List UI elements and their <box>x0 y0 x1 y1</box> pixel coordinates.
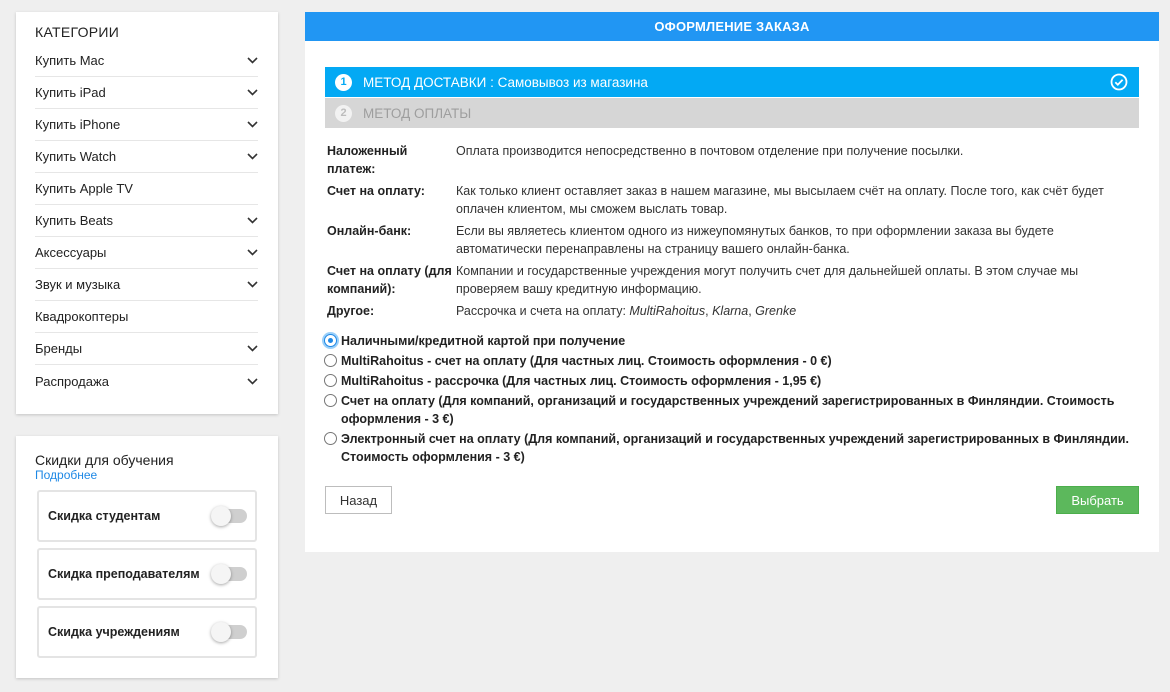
step-value: : Самовывоз из магазина <box>486 74 648 90</box>
method-desc: Как только клиент оставляет заказ в нашем магазине, мы высылаем счёт на оплату. После того, как счёт будет оплачен клиентом, мы сможем выслать товар. <box>456 184 1104 216</box>
sidebar-item-beats[interactable] <box>35 205 258 237</box>
method-row <box>327 142 1139 178</box>
check-circle-icon <box>1110 73 1128 91</box>
radio-button[interactable] <box>324 394 337 407</box>
option-label: MultiRahoitus - рассрочка (Для частных лиц. Стоимость оформления - 1,95 €) <box>341 374 822 388</box>
payment-methods-description <box>327 142 1139 324</box>
discount-label: Скидка учреждениям <box>48 625 180 639</box>
sidebar-item-sale[interactable] <box>35 365 258 397</box>
method-desc: Рассрочка и счета на оплату: MultiRahoitus, Klarna, Grenke <box>456 304 797 318</box>
chevron-down-icon[interactable] <box>246 87 258 99</box>
step-number: 2 <box>335 105 352 122</box>
sidebar-item-apple-tv[interactable] <box>35 173 258 205</box>
discounts-more-link[interactable]: Подробнее <box>35 468 98 482</box>
education-discounts-panel <box>16 436 278 678</box>
method-row <box>327 302 1139 320</box>
sidebar-item-label: Бренды <box>35 341 83 356</box>
discount-label: Скидка студентам <box>48 509 161 523</box>
other-provider: Klarna <box>712 304 749 318</box>
chevron-down-icon[interactable] <box>246 55 258 67</box>
sidebar-item-label: Купить Apple TV <box>35 181 133 196</box>
sidebar-item-iphone[interactable] <box>35 109 258 141</box>
payment-option-multirahoitus-invoice[interactable] <box>324 352 1139 370</box>
option-label: Наличными/кредитной картой при получение <box>341 334 626 348</box>
radio-button[interactable] <box>324 374 337 387</box>
categories-title: КАТЕГОРИИ <box>35 24 120 40</box>
step-title: МЕТОД ДОСТАВКИ <box>363 74 487 90</box>
categories-panel <box>16 12 278 414</box>
sidebar-item-label: Звук и музыка <box>35 277 121 292</box>
sidebar-item-label: Квадрокоптеры <box>35 309 129 324</box>
discount-teachers-toggle[interactable] <box>213 567 247 581</box>
sidebar-item-audio[interactable] <box>35 269 258 301</box>
payment-option-e-invoice[interactable] <box>324 430 1139 466</box>
chevron-down-icon[interactable] <box>246 279 258 291</box>
sidebar-item-brands[interactable] <box>35 333 258 365</box>
chevron-down-icon[interactable] <box>246 215 258 227</box>
sidebar-item-label: Купить iPad <box>35 85 106 100</box>
select-button[interactable]: Выбрать <box>1056 486 1139 514</box>
sidebar-item-ipad[interactable] <box>35 77 258 109</box>
step-payment-method[interactable] <box>325 98 1139 128</box>
method-term: Счет на оплату (для компаний): <box>327 264 452 296</box>
method-term: Счет на оплату: <box>327 184 425 198</box>
chevron-down-icon[interactable] <box>246 151 258 163</box>
sidebar-item-label: Распродажа <box>35 373 109 389</box>
chevron-down-icon[interactable] <box>246 375 258 387</box>
method-desc: Компании и государственные учреждения могут получить счет для дальнейшей оплаты. В этом случае мы проверяем вашу кредитную информацию. <box>456 264 1079 296</box>
step-number: 1 <box>335 74 352 91</box>
chevron-down-icon[interactable] <box>246 119 258 131</box>
radio-button[interactable] <box>324 334 337 347</box>
discount-students-toggle[interactable] <box>213 509 247 523</box>
step-delivery-method[interactable] <box>325 67 1139 97</box>
discount-teachers-card <box>37 548 257 600</box>
option-label: Счет на оплату (Для компаний, организаций и государственных учреждений зарегистрированных в Финляндии. Стоимость оформления - 3 €) <box>341 394 1115 426</box>
sidebar-item-mac[interactable] <box>35 45 258 77</box>
sidebar-item-watch[interactable] <box>35 141 258 173</box>
sidebar-item-label: Аксессуары <box>35 245 107 260</box>
method-desc: Если вы являетесь клиентом одного из нижеупомянутых банков, то при оформлении заказа вы будете автоматически перенаправлены на страницу вашего онлайн-банка. <box>456 224 1054 256</box>
sidebar-item-accessories[interactable] <box>35 237 258 269</box>
method-row <box>327 222 1139 258</box>
page-title: ОФОРМЛЕНИЕ ЗАКАЗА <box>305 12 1159 41</box>
discount-institutions-card <box>37 606 257 658</box>
sidebar-item-label: Купить Watch <box>35 149 117 164</box>
method-term: Онлайн-банк: <box>327 224 412 238</box>
step-label <box>363 75 648 90</box>
chevron-down-icon[interactable] <box>246 247 258 259</box>
option-label: MultiRahoitus - счет на оплату (Для частных лиц. Стоимость оформления - 0 €) <box>341 354 832 368</box>
discount-institutions-toggle[interactable] <box>213 625 247 639</box>
method-desc: Оплата производится непосредственно в почтовом отделение при получение посылки. <box>456 144 964 158</box>
payment-option-multirahoitus-installment[interactable] <box>324 372 1139 390</box>
radio-button[interactable] <box>324 354 337 367</box>
method-row <box>327 182 1139 218</box>
method-term: Наложенный платеж: <box>327 144 408 176</box>
sidebar-item-label: Купить Mac <box>35 53 105 68</box>
payment-option-company-invoice[interactable] <box>324 392 1139 428</box>
payment-option-cash[interactable] <box>324 332 1139 350</box>
method-row <box>327 262 1139 298</box>
checkout-panel <box>305 12 1159 552</box>
chevron-down-icon[interactable] <box>246 343 258 355</box>
radio-button[interactable] <box>324 432 337 445</box>
sidebar-item-drones[interactable] <box>35 301 258 333</box>
payment-options <box>324 332 1139 468</box>
other-prefix: Рассрочка и счета на оплату: <box>456 304 630 318</box>
option-label: Электронный счет на оплату (Для компаний, организаций и государственных учреждений зарегистрированных в Финляндии. Стоимость оформления - 3 €) <box>341 432 1129 464</box>
discount-label: Скидка преподавателям <box>48 567 200 581</box>
other-provider: Grenke <box>755 304 797 318</box>
step-title: МЕТОД ОПЛАТЫ <box>363 105 472 121</box>
categories-list <box>35 45 258 397</box>
sidebar-item-label: Купить Beats <box>35 213 113 228</box>
sidebar-item-label: Купить iPhone <box>35 117 121 132</box>
other-provider: MultiRahoitus <box>629 304 706 318</box>
back-button[interactable]: Назад <box>325 486 392 514</box>
discounts-title: Скидки для обучения <box>35 452 174 468</box>
discount-students-card <box>37 490 257 542</box>
method-term: Другое: <box>327 304 375 318</box>
